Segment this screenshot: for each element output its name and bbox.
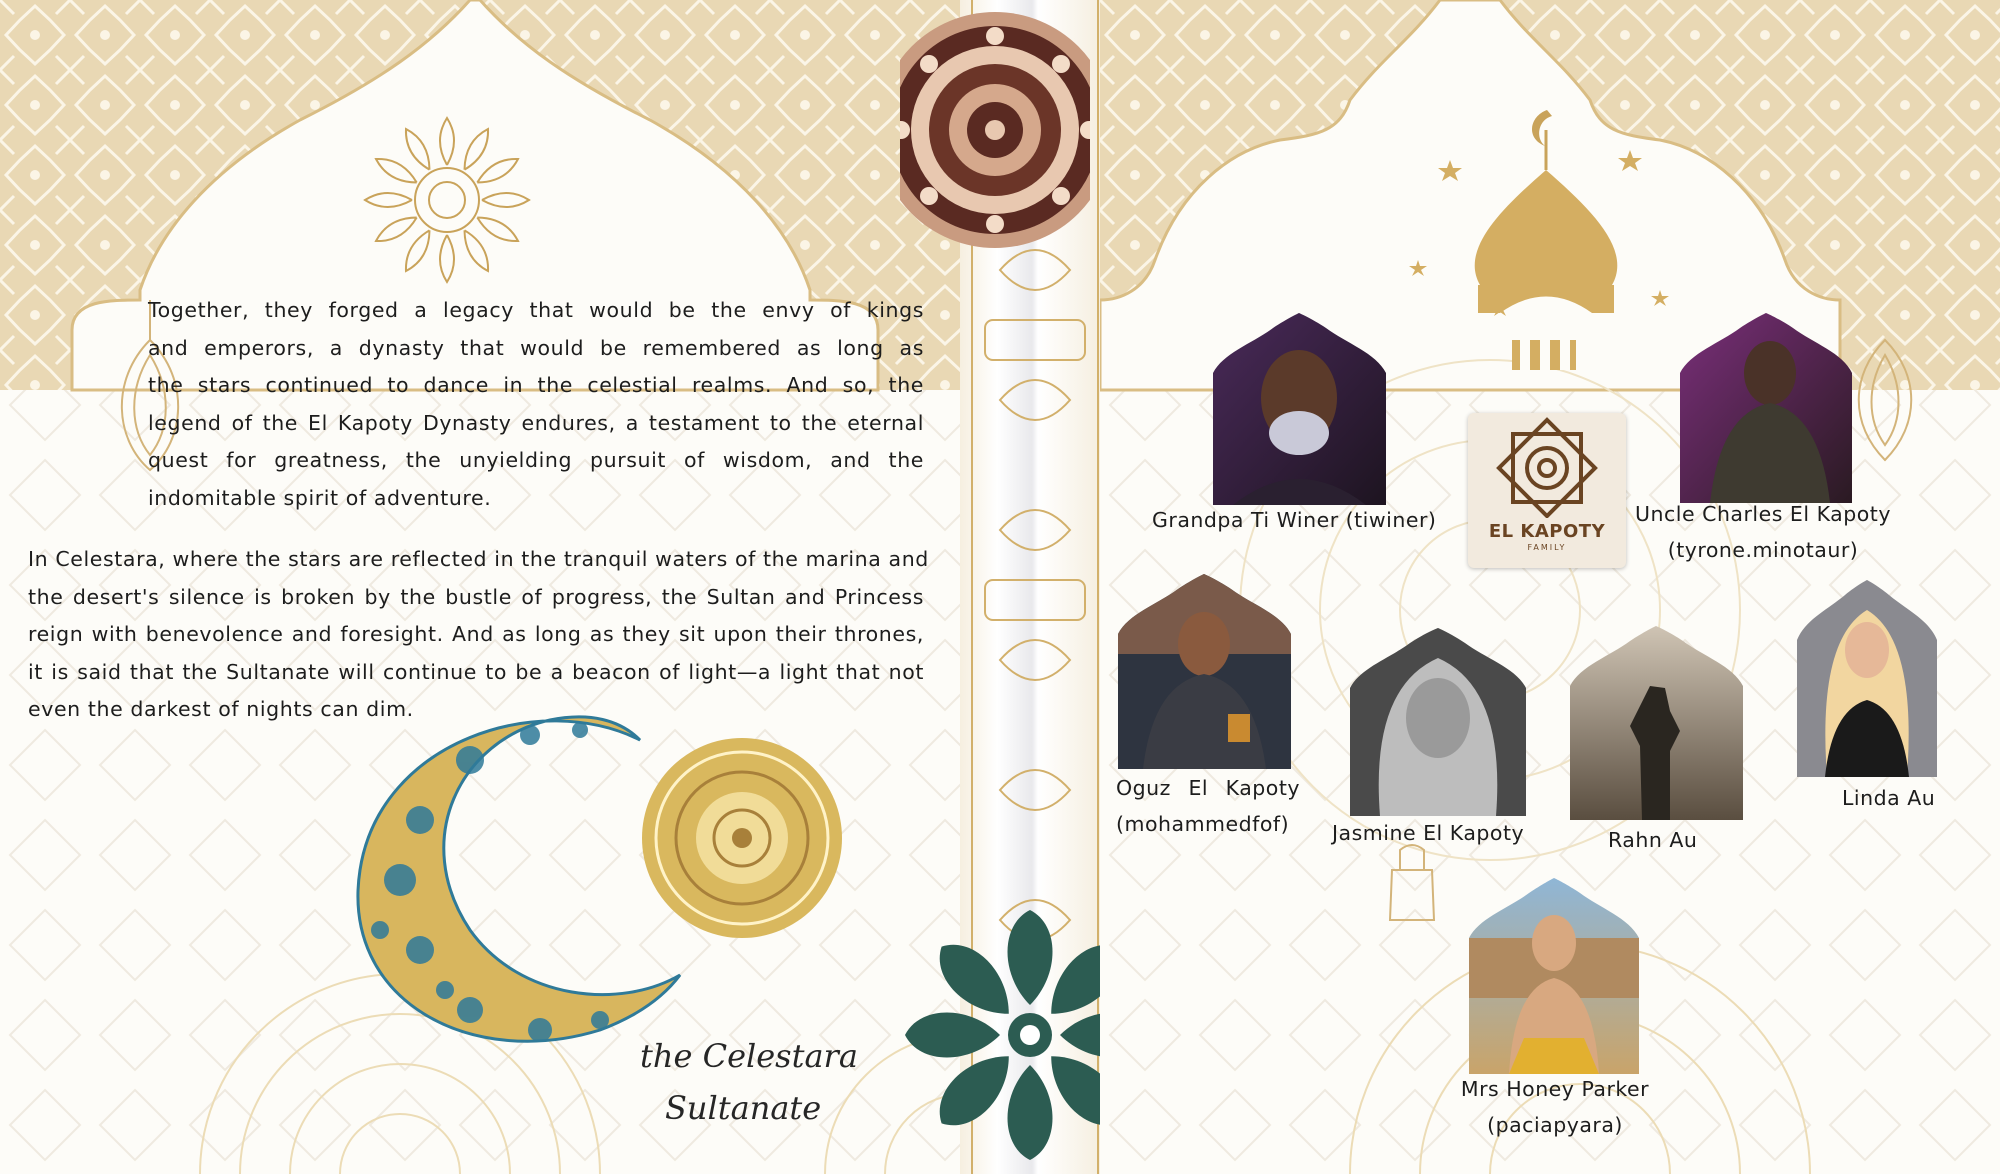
dynasty-legend-paragraph xyxy=(148,292,924,517)
caption-uncle xyxy=(1628,496,1898,568)
portrait-uncle xyxy=(1680,313,1852,503)
text-line: Together, they forged a legacy that would be the envy of kings xyxy=(148,298,924,322)
el-kapoty-family-logo xyxy=(1468,413,1626,568)
portrait-honey xyxy=(1469,878,1639,1074)
title-line-2: Sultanate xyxy=(665,1089,822,1127)
caption-rahn: Rahn Au xyxy=(1608,828,1698,852)
caption-honey-name: Mrs Honey Parker xyxy=(1460,1077,1650,1101)
dark-mandala-icon xyxy=(900,0,1090,260)
text-line: it is said that the Sultanate will continue to be a beacon of light—a light that not xyxy=(28,659,924,684)
title-line-1: the Celestara xyxy=(640,1037,858,1075)
logo-subtitle: FAMILY xyxy=(1527,543,1567,552)
caption-oguz-username: (mohammedfof) xyxy=(1116,812,1290,836)
caption-honey-username: (paciapyara) xyxy=(1487,1113,1623,1137)
text-line: reign with benevolence and foresight. And as long as they sit upon their thrones, xyxy=(28,622,924,646)
text-line: legend of the El Kapoty Dynasty endures, a testament to the eternal xyxy=(148,410,924,435)
caption-jasmine: Jasmine El Kapoty xyxy=(1332,821,1525,845)
portrait-jasmine xyxy=(1350,628,1526,816)
logo-name: EL KAPOTY xyxy=(1488,521,1606,542)
portrait-rahn xyxy=(1570,626,1743,820)
caption-oguz xyxy=(1116,770,1300,842)
sultanate-title xyxy=(640,1030,858,1134)
right-page xyxy=(1100,0,2000,1174)
gold-mandala-icon xyxy=(642,738,842,938)
text-line: the stars continued to dance in the celestial realms. And so, the xyxy=(148,373,924,397)
caption-oguz-name: Oguz El Kapoty xyxy=(1116,776,1300,800)
text-line: and emperors, a dynasty that would be remembered as long as xyxy=(148,335,924,360)
celestara-paragraph xyxy=(28,541,929,729)
caption-linda: Linda Au xyxy=(1842,786,1936,810)
text-line: the desert's silence is broken by the bustle of progress, the Sultan and Princess xyxy=(28,584,924,609)
portrait-oguz xyxy=(1118,574,1291,769)
left-page xyxy=(0,0,965,1174)
caption-grandpa: Grandpa Ti Winer (tiwiner) xyxy=(1152,508,1437,532)
text-line: indomitable spirit of adventure. xyxy=(148,485,492,510)
text-line: quest for greatness, the unyielding pursuit of wisdom, and the xyxy=(148,448,924,472)
portrait-grandpa xyxy=(1213,313,1386,505)
caption-honey xyxy=(1440,1071,1670,1143)
portrait-linda xyxy=(1797,580,1937,777)
caption-uncle-name: Uncle Charles El Kapoty xyxy=(1635,502,1891,526)
knot-emblem-icon xyxy=(1468,413,1626,518)
text-line: even the darkest of nights can dim. xyxy=(28,697,414,721)
text-line: In Celestara, where the stars are reflected in the tranquil waters of the marina and xyxy=(28,547,929,571)
caption-uncle-username: (tyrone.minotaur) xyxy=(1667,538,1859,562)
